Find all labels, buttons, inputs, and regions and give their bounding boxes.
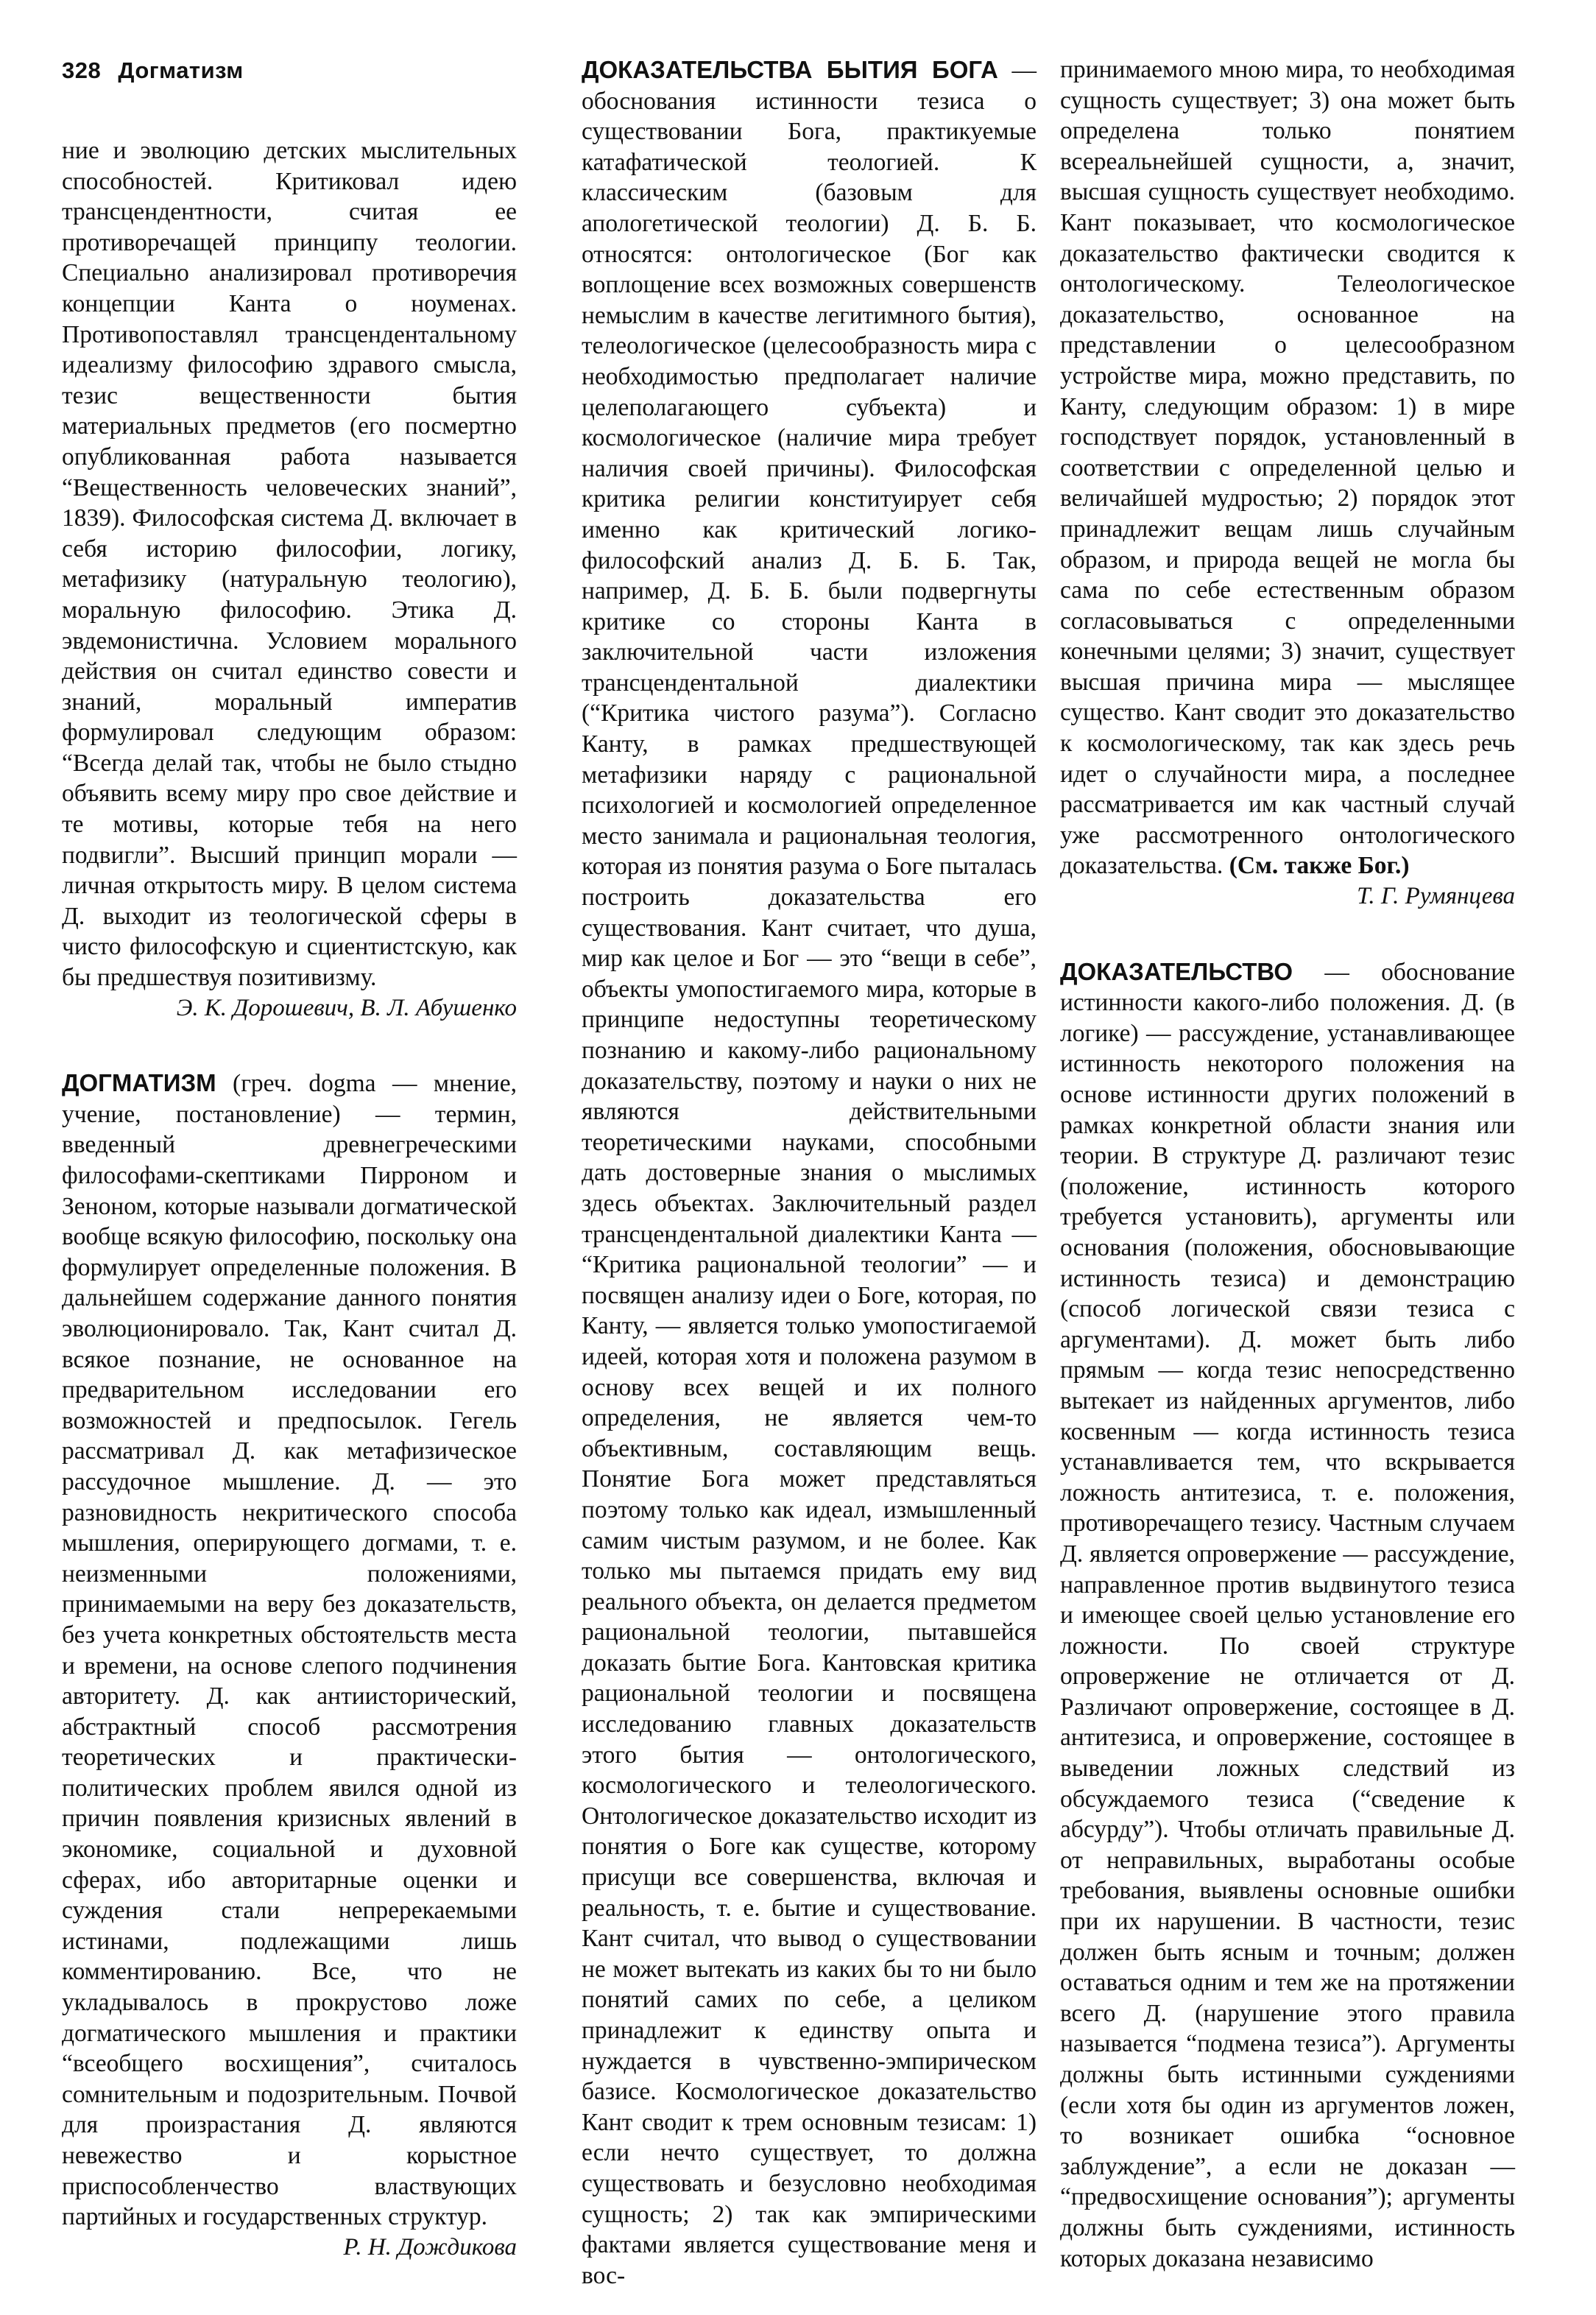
- entry-continuation-text: ние и эволюцию детских мыслительных способностей. Критиковал идею трансцендентности, считая ее противоречащей принципу теологии. Специально анализировал противоречия концепции Канта о ноуменах. Противопоставлял трансцендентальному идеализму философию здравого смысла, тезис вещественности бытия материальных предметов (его посмертно опубликованная работа называется “Вещественность человеческих знаний”, 1839). Философская система Д. включает в себя историю философии, логику, метафизику (натуральную теологию), моральную философию. Этика Д. эвдемонистична. Условием морального действия он считал единство совести и знаний, моральный императив формулировал следующим образом: “Всегда делай так, чтобы не было стыдно объявить всему миру про свое действие и те мотивы, которые тебя на него подвигли”. Высший принцип морали — личная открытость миру. В целом система Д. выходит из теологической сферы в чисто философскую и сциентистскую, как бы предшествуя позитивизму.: [62, 137, 517, 992]
- running-title: Догматизм: [118, 57, 244, 83]
- column-left: [62, 135, 517, 2315]
- entry-body: — обоснования истинности тезиса о существовании Бога, практикуемые катафатической теологией. К классическим (базовым для апологетической теологии) Д. Б. Б. относятся: онтологическое (Бог как воплощение всех возможных совершенств немыслим в качестве легитимного бытия), телеологическое (целесообразность мира с необходимостью предполагает наличие целеполагающего субъекта) и космологическое (наличие мира требует наличия своей причины). Философская критика религии конституирует себя именно как критический логико-философский анализ Д. Б. Б. Так, например, Д. Б. Б. были подвергнуты критике со стороны Канта в заключительной части изложения трансцендентальной диалектики (“Критика чистого разума”). Согласно Канту, в рамках предшествующей метафизики наряду с рациональной психологией и космологией определенное место занимала и рациональная теология, которая из понятия разума о Боге пыталась построить доказательства его существования. Кант считает, что душа, мир как целое и Бог — это “вещи в себе”, объекты умопостигаемого мира, которые в принципе недоступны теоретическому познанию и какому-либо рациональному доказательству, поэтому и науки о них не являются действительными теоретическими науками, способными дать достоверные знания о мыслимых здесь объектах. Заключительный раздел трансцендентальной диалектики Канта — “Критика рациональной теологии” — и посвящен анализу идеи о Боге, которая, по Канту, — является только умопостигаемой идеей, которая хотя и положена разумом в основу всех вещей и их полного определения, не является чем-то объективным, составляющим вещь. Понятие Бога может представляться поэтому только как идеал, измышленный самим чистым разумом, и не более. Как только мы пытаемся придать ему вид реального объекта, он делается предметом рациональной теологии, пытавшейся доказать бытие Бога. Кантовская критика рациональной теологии и посвящена исследованию главных доказательств этого бытия — онтологического, космологического и телеологического. Онтологическое доказательство исходит из понятия о Боге как существе, которому присущи все совершенства, включая и реальность, т. е. бытие и существование. Кант считал, что вывод о существовании не может вытекать из каких бы то ни было понятий самих по себе, а целиком принадлежит к единству опыта и нуждается в чувственно-эмпирическом базисе. Космологическое доказательство Кант сводит к трем основным тезисам: 1) если нечто существует, то должна существовать и безусловно необходимая сущность; 2) так как эмпирическими фактами является существование меня и вос-: [582, 57, 1037, 2289]
- entry-body: принимаемого мною мира, то необходимая сущность существует; 3) она может быть определена только понятием всереальнейшей сущности, а, значит, высшая сущность существует необходимо. Кант показывает, что космологическое доказательство фактически сводится к онтологическому. Телеологическое доказательство, основанное на представлении о целесообразном устройстве мира, можно представить, по Канту, следующим образом: 1) в мире господствует порядок, установленный в соответствии с определенной целью и величайшей мудростью; 2) порядок этот принадлежит вещам лишь случайным образом, и природа вещей не могла бы сама по себе естественным образом согласовываться с определенными конечными целями; 3) значит, существует высшая причина мира — мыслящее существо. Кант сводит это доказательство к космологическому, так как здесь речь идет о случайности мира, а последнее рассматривается им как частный случай уже рассмотренного онтологического доказательства.: [1060, 56, 1515, 880]
- entry-author: Т. Г. Румянцева: [1357, 883, 1515, 910]
- entry-term: ДОКАЗАТЕЛЬСТВО: [1060, 957, 1293, 985]
- column-middle: [582, 54, 1037, 2289]
- running-header: [62, 57, 244, 84]
- entry-term: ДОКАЗАТЕЛЬСТВА БЫТИЯ БОГА: [582, 56, 998, 83]
- entry-author: Э. К. Дорошевич, В. Л. Абушенко: [176, 994, 517, 1021]
- column-right: [1060, 54, 1515, 2272]
- entry-proofs-of-god: [582, 54, 1037, 2291]
- entry-body: (греч. dogma — мнение, учение, постановление) — термин, введенный древнегреческими философами-скептиками Пирроном и Зеноном, которые называли догматической вообще всякую философию, поскольку она формулирует определенные положения. В дальнейшем содержание данного понятия эволюционировало. Так, Кант считал Д. всякое познание, не основанное на предварительном исследовании его возможностей и предпосылок. Гегель рассматривал Д. как метафизическое рассудочное мышление. Д. — это разновидность некритического способа мышления, оперирующего догмами, т. е. неизменными положениями, принимаемыми на веру без доказательств, без учета конкретных обстоятельств места и времени, на основе слепого подчинения авторитету. Д. как антиисторический, абстрактный способ рассмотрения теоретических и практически-политических проблем явился одной из причин появления кризисных явлений в экономике, социальной и духовной сферах, ибо авторитарные оценки и суждения стали непререкаемыми истинами, подлежащими лишь комментированию. Все, что не укладывалось в прокрустово ложе догматического мышления и практики “всеобщего восхищения”, считалось сомнительным и подозрительным. Почвой для произрастания Д. являются невежество и корыстное приспособленчество властвующих партийных и государственных структур.: [62, 1070, 517, 2231]
- entry-author: Р. Н. Дождикова: [343, 2233, 517, 2261]
- page-number: 328: [62, 57, 102, 83]
- see-also-reference: (См. также Бог.): [1223, 852, 1410, 880]
- entry-term: ДОГМАТИЗМ: [62, 1069, 216, 1097]
- entry-body: — обоснование истинности какого-либо положения. Д. (в логике) — рассуждение, устанавливающее истинность некоторого положения на основе истинности других положений в рамках конкретной области знания или теории. В структуре Д. различают тезис (положение, истинность которого требуется установить), аргументы или основания (положения, обосновывающие истинность тезиса) и демонстрацию (способ логической связи тезиса с аргументами). Д. может быть либо прямым — когда тезис непосредственно вытекает из найденных аргументов, либо косвенным — когда истинность тезиса устанавливается тем, что вскрывается ложность антитезиса, т. е. положения, противоречащего тезису. Частным случаем Д. является опровержение — рассуждение, направленное против выдвинутого тезиса и имеющее своей целью установление его ложности. По своей структуре опровержение не отличается от Д. Различают опровержение, состоящее в Д. антитезиса, и опровержение, состоящее в выведении ложных следствий из обсуждаемого тезиса (“сведение к абсурду”). Чтобы отличать правильные Д. от неправильных, выработаны особые требования, выявлены основные ошибки при их нарушении. В частности, тезис должен быть ясным и точным; должен оставаться одним и тем же на протяжении всего Д. (нарушение этого правила называется “подмена тезиса”). Аргументы должны быть истинными суждениями (если хотя бы один из аргументов ложен, то возникает ошибка “основное заблуждение”, а если не доказан — “предвосхищение основания”); аргументы должны быть суждениями, истинность которых доказана независимо: [1060, 958, 1515, 2272]
- entry-dogmatism: [62, 1068, 517, 2233]
- entry-proof: [1060, 956, 1515, 2275]
- entry-proofs-continuation: [1060, 54, 1515, 881]
